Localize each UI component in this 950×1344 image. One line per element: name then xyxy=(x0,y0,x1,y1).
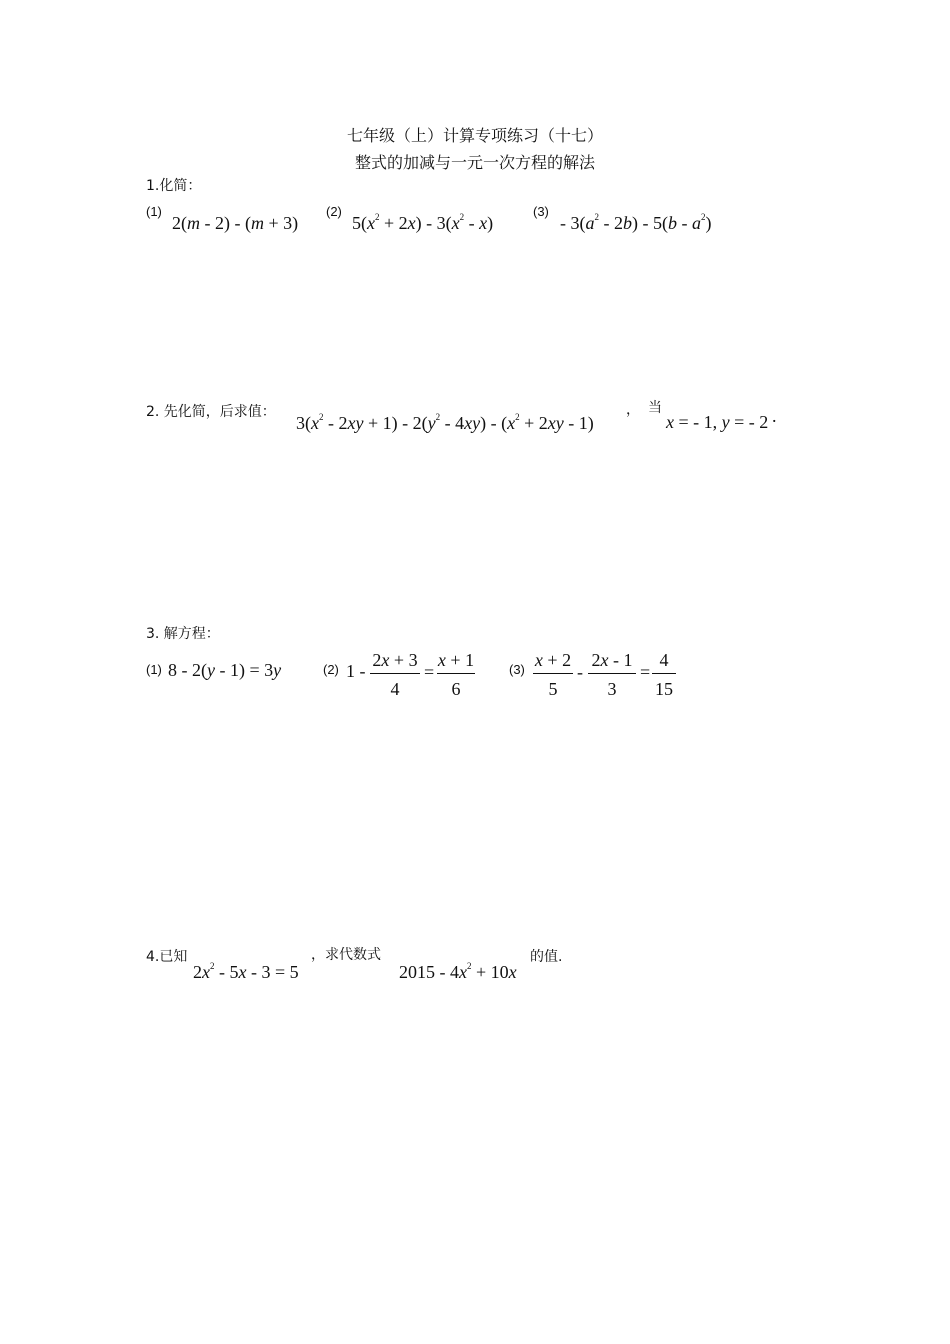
q2-when: 当 xyxy=(648,400,662,416)
q3-item2-lead: 1 - xyxy=(346,661,366,681)
title-line-1: 七年级（上）计算专项练习（十七） xyxy=(346,126,603,145)
q4-mid: ，求代数式 xyxy=(311,947,381,963)
q1-item2-label: (2) xyxy=(326,204,342,219)
q4-heading: 4.已知 xyxy=(146,949,188,965)
q3-item2-fraction-1: 2x + 3 4 xyxy=(370,651,420,698)
q3-item1-expr: 8 - 2(y - 1) = 3y xyxy=(168,660,282,680)
q2-heading: 2. 先化简，后求值： xyxy=(146,404,276,420)
q1-item1-expr: 2(m - 2) - (m + 3) xyxy=(172,213,299,233)
title-line-2: 整式的加减与一元一次方程的解法 xyxy=(354,153,595,172)
q3-item2-fraction-2: x + 1 6 xyxy=(437,650,475,699)
q1-heading: 1.化简： xyxy=(146,178,202,194)
q2-comma: ， xyxy=(626,402,640,418)
q4-given: $2x^2 - 5x - 3 = 5$ xyxy=(193,961,299,982)
q3-item3-equals: = xyxy=(640,662,651,682)
q3-item1-label: (1) xyxy=(146,662,162,677)
q2-end: . xyxy=(772,406,777,426)
q1-item3-label: (3) xyxy=(533,204,549,219)
q3-item2-equals: = xyxy=(424,662,435,682)
q2-expr: $3(x^2 - 2xy + 1) - 2(y^2 - 4xy) - (x^2 + 2xy - 1)$ xyxy=(296,412,594,433)
q1-item2-expr: $5(x^2 + 2x) - 3(x^2 - x)$ xyxy=(352,212,494,233)
q1-item1-label: (1) xyxy=(146,204,162,219)
q3-item3-minus: - xyxy=(577,662,583,682)
q4-target: $2015 - 4x^2 + 10x$ xyxy=(399,961,517,982)
q3-item3-fraction-3: 4 15 xyxy=(652,651,676,698)
q3-heading: 3. 解方程： xyxy=(146,626,220,642)
q3-item3-label: (3) xyxy=(509,662,525,677)
q3-item3-fraction-2: 2x - 1 3 xyxy=(588,651,636,698)
q3-item2-label: (2) xyxy=(323,662,339,677)
q1-item3-expr: - $3(a^2 - 2b) - 5(b - a^2)$ xyxy=(560,212,712,233)
q2-condition: x = - 1, y = - 2 xyxy=(666,412,769,432)
q4-end: 的值. xyxy=(530,949,563,965)
q3-item3-fraction-1: x + 2 5 xyxy=(534,650,572,699)
